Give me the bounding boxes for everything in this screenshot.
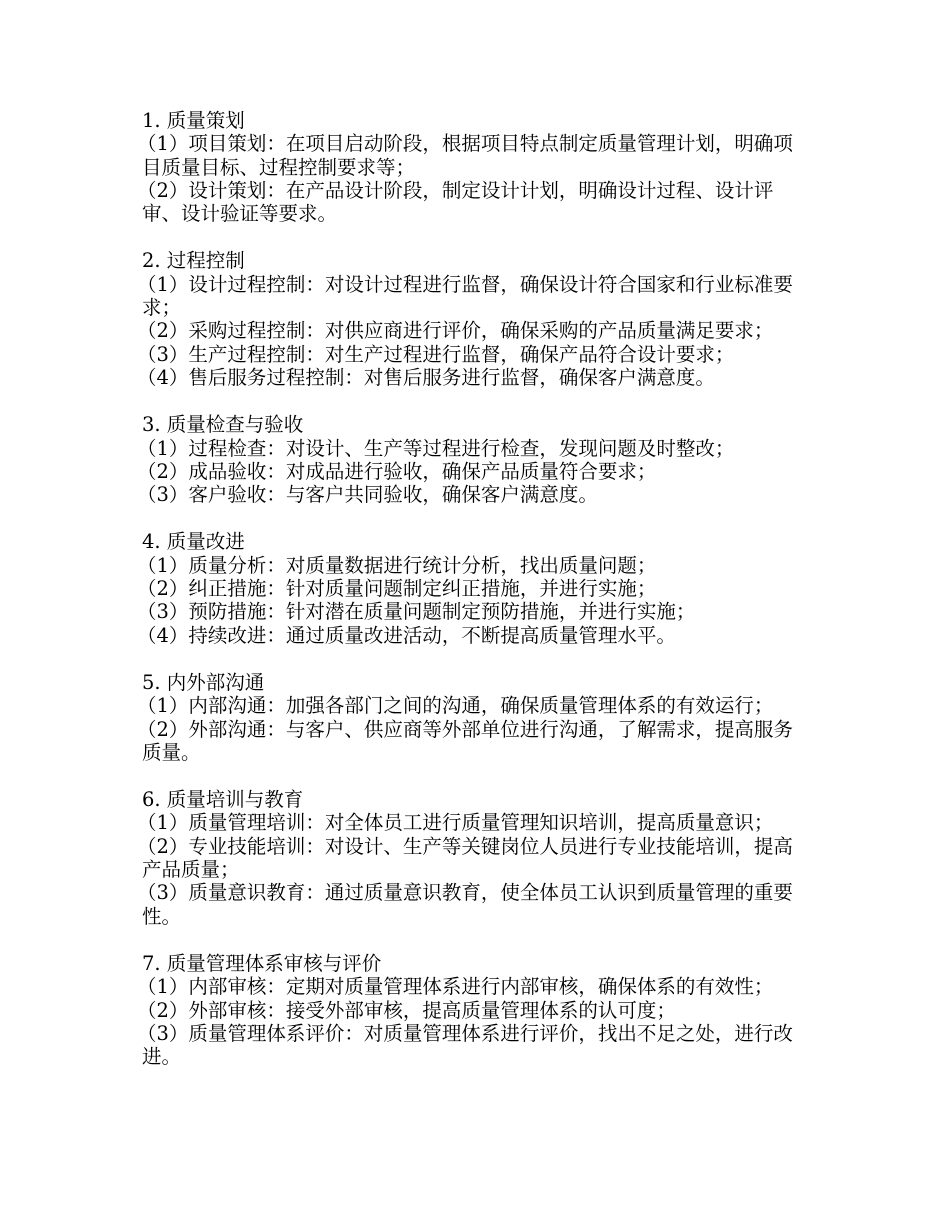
list-item: （4）售后服务过程控制：对售后服务进行监督，确保客户满意度。 — [137, 365, 715, 389]
list-item: （1）内部审核：定期对质量管理体系进行内部审核，确保体系的有效性； — [137, 975, 774, 999]
section-quality-planning — [137, 109, 806, 226]
list-item: （4）持续改进：通过质量改进活动，不断提高质量管理水平。 — [137, 623, 676, 647]
list-item: （2）成品验收：对成品进行验收，确保产品质量符合要求； — [137, 459, 657, 483]
section-heading: 3. 质量检查与验收 — [142, 413, 304, 437]
section-audit-evaluation — [137, 951, 806, 1069]
section-heading: 2. 过程控制 — [142, 249, 245, 273]
section-heading: 1. 质量策划 — [142, 109, 245, 132]
list-item: （1）项目策划：在项目启动阶段，根据项目特点制定质量管理计划，明确项目质量目标、过程控制要求等； — [137, 132, 793, 179]
list-item: （2）采购过程控制：对供应商进行评价，确保采购的产品质量满足要求； — [137, 319, 774, 343]
list-item: （3）生产过程控制：对生产过程进行监督，确保产品符合设计要求； — [137, 342, 735, 366]
section-communication — [137, 670, 806, 764]
section-training-education — [137, 788, 806, 928]
section-heading: 5. 内外部沟通 — [142, 670, 265, 694]
list-item: （2）外部沟通：与客户、供应商等外部单位进行沟通，了解需求，提高服务质量。 — [137, 717, 793, 764]
section-heading: 4. 质量改进 — [142, 530, 245, 554]
section-quality-improvement — [137, 530, 806, 647]
list-item: （3）预防措施：针对潜在质量问题制定预防措施，并进行实施； — [137, 600, 696, 624]
list-item: （2）设计策划：在产品设计阶段，制定设计计划，明确设计过程、设计评审、设计验证等要求。 — [137, 178, 774, 226]
document-body — [137, 109, 806, 1092]
list-item: （3）客户验收：与客户共同验收，确保客户满意度。 — [137, 483, 598, 507]
list-item: （1）过程检查：对设计、生产等过程进行检查，发现问题及时整改； — [137, 436, 735, 460]
section-heading: 6. 质量培训与教育 — [142, 788, 304, 812]
list-item: （3）质量管理体系评价：对质量管理体系进行评价，找出不足之处，进行改进。 — [137, 1021, 793, 1069]
list-item: （1）质量管理培训：对全体员工进行质量管理知识培训，提高质量意识； — [137, 811, 774, 835]
section-heading: 7. 质量管理体系审核与评价 — [142, 951, 382, 975]
list-item: （2）纠正措施：针对质量问题制定纠正措施，并进行实施； — [137, 577, 657, 601]
list-item: （1）内部沟通：加强各部门之间的沟通，确保质量管理体系的有效运行； — [137, 694, 774, 718]
section-process-control — [137, 249, 806, 389]
list-item: （2）专业技能培训：对设计、生产等关键岗位人员进行专业技能培训，提高产品质量； — [137, 834, 793, 882]
section-inspection-acceptance — [137, 413, 806, 507]
list-item: （3）质量意识教育：通过质量意识教育，使全体员工认识到质量管理的重要性。 — [137, 881, 793, 928]
list-item: （1）质量分析：对质量数据进行统计分析，找出质量问题； — [137, 553, 657, 577]
list-item: （2）外部审核：接受外部审核，提高质量管理体系的认可度； — [137, 998, 676, 1022]
list-item: （1）设计过程控制：对设计过程进行监督，确保设计符合国家和行业标准要求； — [137, 272, 793, 320]
